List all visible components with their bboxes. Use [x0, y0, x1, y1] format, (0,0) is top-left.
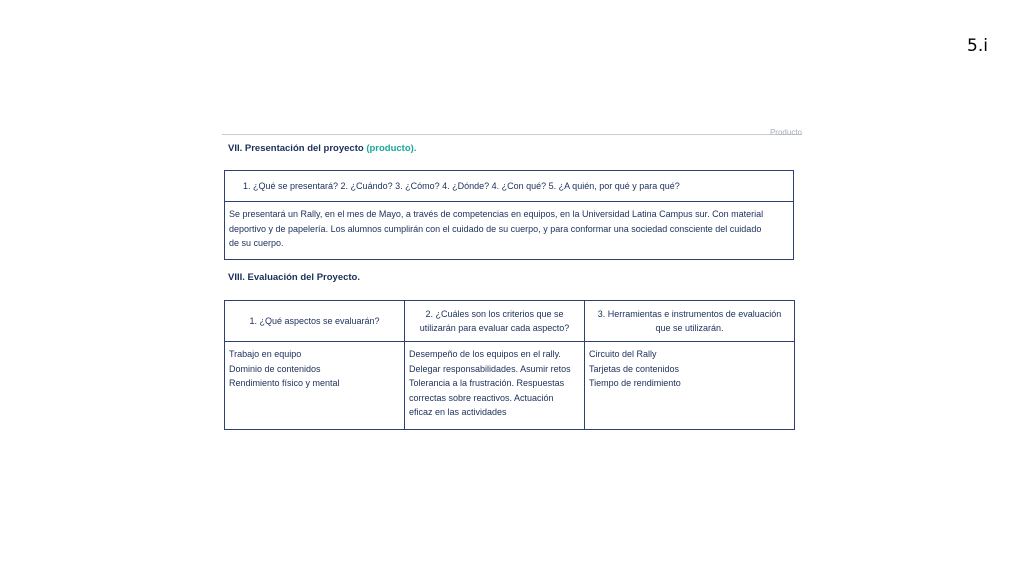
aspect-item: Rendimiento físico y mental [229, 378, 340, 388]
aspect-item: Dominio de contenidos [229, 363, 321, 374]
presentation-answer [225, 202, 794, 260]
criteria-line: Tolerancia a la frustración. Respuestas [409, 378, 565, 388]
slide-number: 5.i [967, 36, 988, 56]
section-8-title: VIII. Evaluación del Proyecto. [228, 272, 360, 283]
header-divider [222, 134, 802, 135]
answer-line: Se presentará un Rally, en el mes de Mayo, a través de competencias en equipos, en la Universidad Latina Campus sur. Con material [229, 209, 764, 219]
criteria-line: Delegar responsabilidades. Asumir retos [409, 363, 571, 374]
presentation-table [224, 170, 794, 260]
section-7-title-accent: (producto). [366, 143, 417, 154]
section-7-title-text: VII. Presentación del proyecto [228, 143, 364, 154]
evaluation-tools-cell [585, 342, 795, 430]
answer-line: deportivo y de papelería. Los alumnos cumplirán con el cuidado de su cuerpo, y para conformar una sociedad consciente del cuidado [229, 223, 762, 234]
tool-item: Circuito del Rally [589, 349, 657, 359]
tool-item: Tarjetas de contenidos [589, 363, 680, 374]
header-crumb: Producto [769, 128, 802, 137]
evaluation-aspects-cell [225, 342, 405, 430]
evaluation-header-aspects: 1. ¿Qué aspectos se evaluarán? [225, 301, 405, 342]
section-7-title [228, 143, 416, 154]
evaluation-table [224, 300, 795, 430]
criteria-line: correctas sobre reactivos. Actuación [409, 392, 554, 403]
evaluation-header-criteria: 2. ¿Cuáles son los criterios que se utilizarán para evaluar cada aspecto? [405, 301, 585, 342]
tool-item: Tiempo de rendimiento [589, 378, 681, 388]
evaluation-header-tools: 3. Herramientas e instrumentos de evaluación que se utilizarán. [585, 301, 795, 342]
aspect-item: Trabajo en equipo [229, 349, 302, 359]
criteria-line: eficaz en las actividades [409, 407, 507, 417]
evaluation-criteria-cell [405, 342, 585, 430]
presentation-questions: 1. ¿Qué se presentará? 2. ¿Cuándo? 3. ¿Cómo? 4. ¿Dónde? 4. ¿Con qué? 5. ¿A quién, por qué y para qué? [225, 171, 794, 202]
criteria-line: Desempeño de los equipos en el rally. [409, 349, 561, 359]
answer-line: de su cuerpo. [229, 238, 284, 248]
